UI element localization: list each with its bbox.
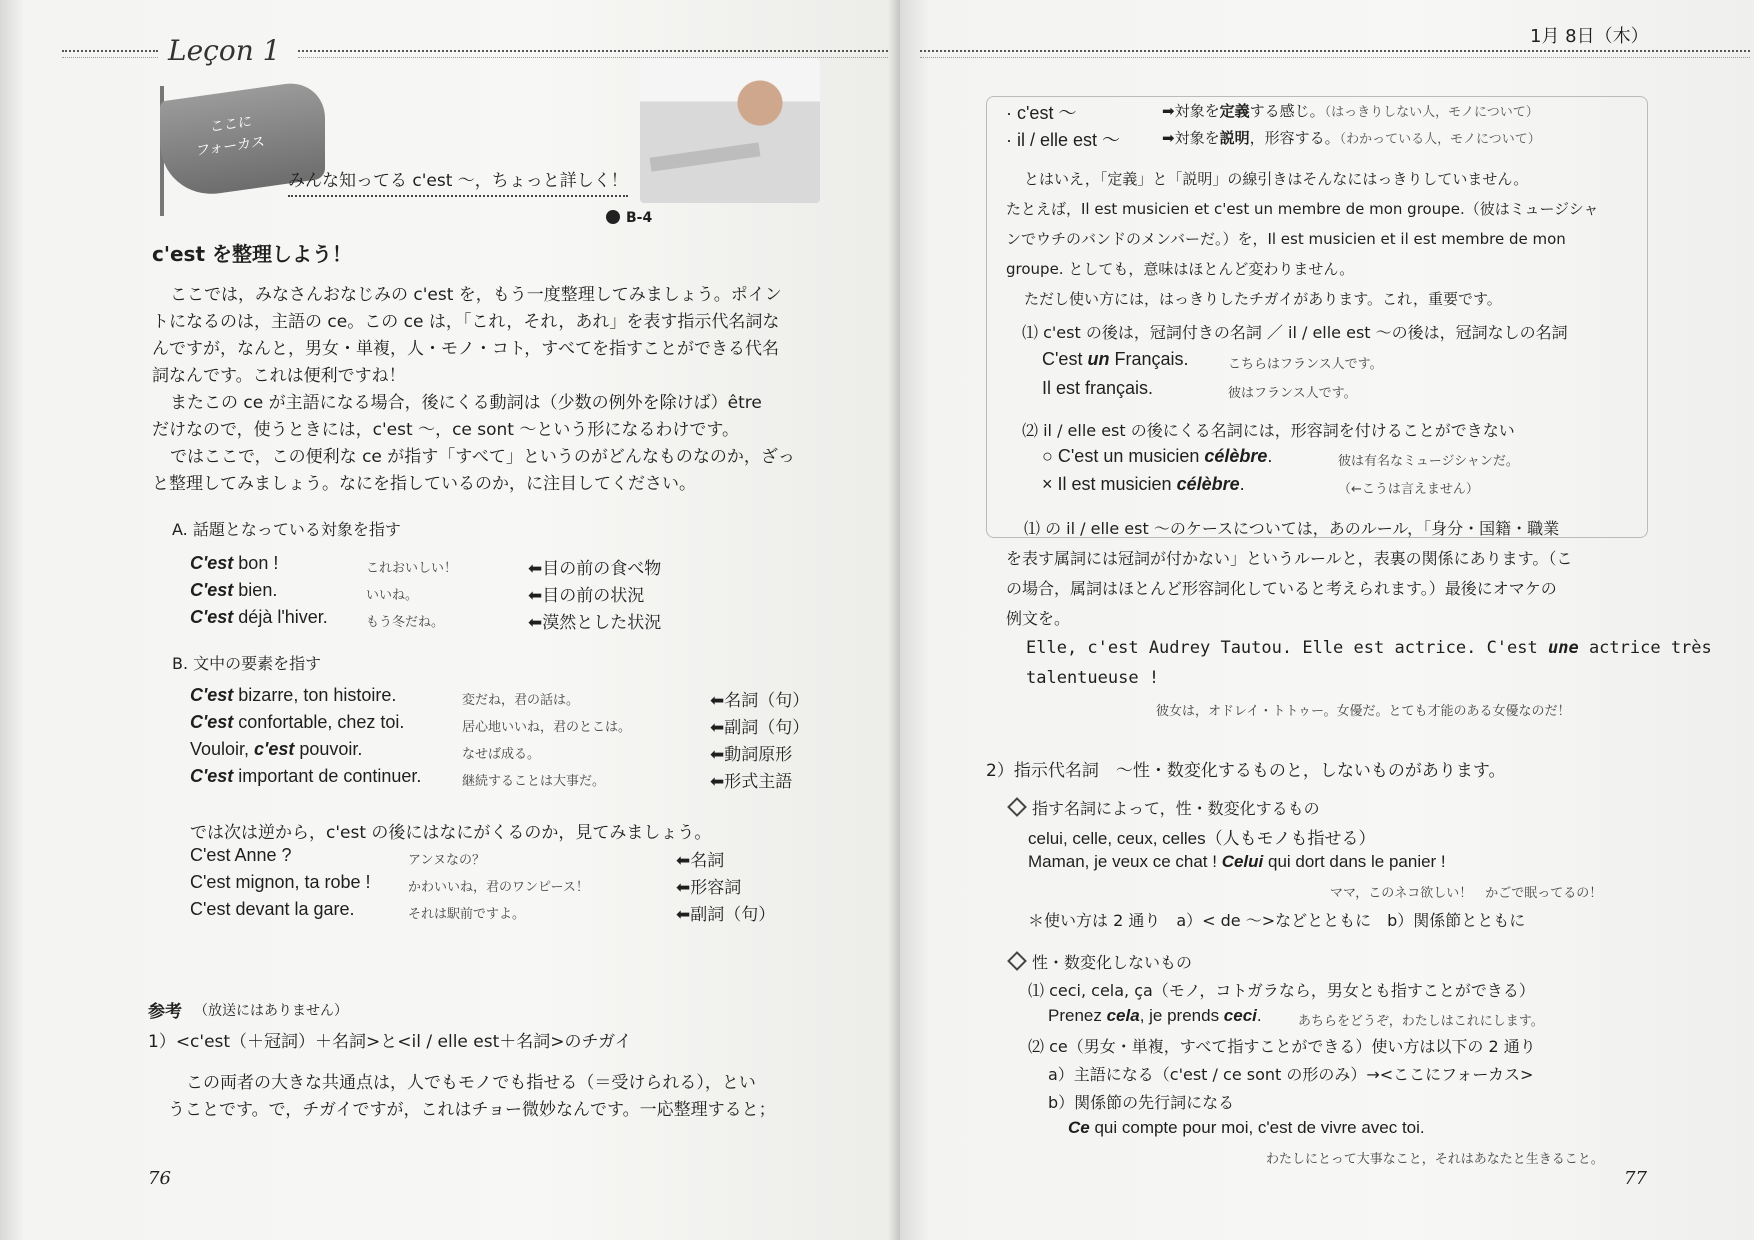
instructor-photo <box>640 58 820 203</box>
example-note: ⬅漠然とした状況 <box>528 613 662 633</box>
header-rule-left <box>62 50 158 58</box>
box-after: する感じ。 <box>1249 102 1325 120</box>
box-line: ⑴ の il / elle est 〜のケースについては，あのルール，「身分・国籍・職業 <box>1024 519 1560 538</box>
section-heading: c'est を整理しよう！ <box>152 242 352 266</box>
box-line: ただし使い方には，はっきりしたチガイがあります。これ，重要です。 <box>1024 290 1502 308</box>
fr-pre: Prenez <box>1048 1006 1107 1025</box>
var-title-text: 指す名詞によって，性・数変化するもの <box>1032 799 1320 818</box>
section-b-title: B. 文中の要素を指す <box>172 654 322 673</box>
example-note: ⬅副詞（句） <box>710 718 810 738</box>
box-note: （わかっている人，モノについて） <box>1339 132 1541 147</box>
diamond-bullet-icon <box>1007 951 1027 971</box>
bonus-jp: 彼女は，オドレイ・トトゥー。女優だ。とても才能のある女優なのだ！ <box>1156 704 1571 719</box>
reverse-fr: C'est mignon, ta robe ! <box>190 872 371 892</box>
intro-line: またこの ce が主語になる場合，後にくる動詞は（少数の例外を除けば）être <box>170 393 762 413</box>
cest-lead: C'est <box>190 580 234 600</box>
reference-title: 参考 <box>148 1002 182 1022</box>
page-number-right: 77 <box>1624 1168 1647 1189</box>
example-note: ⬅名詞（句） <box>710 691 810 711</box>
box-desc <box>1162 127 1541 148</box>
rule-1-jp: こちらはフランス人です。 <box>1228 357 1383 372</box>
cest-lead: C'est <box>190 712 234 732</box>
fr-bold: ceci <box>1223 1006 1257 1025</box>
var-title <box>1010 796 1320 819</box>
fr-post: qui dort dans le panier ! <box>1263 852 1446 871</box>
rule-2-jp: 彼は有名なミュージシャンだ。 <box>1338 454 1519 469</box>
final-jp: わたしにとって大事なこと，それはあなたと生きること。 <box>1266 1152 1604 1167</box>
fr-bold: célèbre <box>1176 474 1240 494</box>
example-rest: déjà l'hiver. <box>233 607 328 627</box>
invar-1: ⑴ ceci, cela, ça（モノ，コトガラなら，男女とも指すことができる） <box>1028 981 1535 1000</box>
box-key: 説明 <box>1219 129 1250 147</box>
fr-post: . <box>1267 446 1273 466</box>
cest-lead: c'est <box>254 739 295 759</box>
example-jp: これおいしい！ <box>366 561 458 576</box>
example-jp: 継続することは大事だ。 <box>462 774 606 789</box>
bonus-fr-bold: une <box>1547 638 1579 658</box>
example-fr <box>190 712 404 733</box>
reference-line: この両者の大きな共通点は，人でもモノでも指せる（＝受けられる），とい <box>186 1073 756 1093</box>
reverse-note: ⬅副詞（句） <box>676 905 776 925</box>
audio-track-label: B-4 <box>626 210 653 226</box>
example-rest: pouvoir. <box>294 739 363 759</box>
example-jp: もう冬だね。 <box>366 615 445 630</box>
invar-2a: a）主語になる（c'est / ce sont の形のみ）→<ここにフォーカス> <box>1048 1065 1534 1084</box>
intro-line: だけなので，使うときには，c'est 〜，ce sont 〜という形になるわけです。 <box>152 420 740 440</box>
bonus-fr-part: Elle, c'est Audrey Tautou. Elle est actrice. C'est <box>1026 638 1548 658</box>
intro-paragraph <box>152 282 812 498</box>
reverse-note: ⬅形容詞 <box>676 878 742 898</box>
box-after: ，形容する。 <box>1249 129 1340 147</box>
lesson-label: Leçon 1 <box>168 34 281 67</box>
fr-pre: Maman, je veux ce chat ! <box>1028 852 1222 871</box>
intro-line: んですが，なんと，男女・単複，人・モノ・コト，すべてを指すことができる代名 <box>152 339 779 359</box>
fr-post: . <box>1256 1006 1262 1025</box>
var-example <box>1028 852 1446 872</box>
reverse-jp: それは駅前ですよ。 <box>408 907 526 922</box>
example-jp: 居心地いいね，君のとこは。 <box>462 720 632 735</box>
section-a-title: A. 話題となっている対象を指す <box>172 520 401 539</box>
fr-bold: Ce <box>1068 1118 1090 1137</box>
flag-text-1: ここに <box>210 113 252 136</box>
example-note: ⬅動詞原形 <box>710 745 793 765</box>
box-paragraph-2 <box>1006 514 1572 634</box>
fr-bold: célèbre <box>1204 446 1268 466</box>
example-rest: confortable, chez toi. <box>233 712 405 732</box>
example-note: ⬅形式主語 <box>710 772 793 792</box>
header-rule-right <box>298 50 888 58</box>
rule-1-jp: 彼はフランス人です。 <box>1228 386 1357 401</box>
box-fr: · c'est 〜 <box>1006 103 1077 123</box>
rule-1-example <box>1042 378 1153 399</box>
box-arrow: ➡対象を <box>1162 102 1220 120</box>
example-jp: いいね。 <box>366 588 419 603</box>
invar-2b: b）関係節の先行詞になる <box>1048 1093 1235 1112</box>
fr-bold: Celui <box>1221 852 1264 871</box>
intro-line: 詞なんです。これは便利ですね！ <box>152 366 406 386</box>
example-note: ⬅目の前の状況 <box>528 586 645 606</box>
box-line: を表す属詞には冠詞が付かない」というルールと，表裏の関係にあります。（こ <box>1006 549 1573 568</box>
reference-body <box>148 1070 776 1124</box>
bonus-example <box>1026 638 1712 658</box>
invar-1-example <box>1048 1006 1262 1026</box>
flag-text-2: フォーカス <box>196 133 266 160</box>
rule-1: ⑴ c'est の後は，冠詞付きの名詞 ／ il / elle est 〜の後は，冠詞なしの名詞 <box>1022 323 1568 342</box>
rule-1-example <box>1042 349 1188 370</box>
box-line: 例文を。 <box>1006 609 1071 628</box>
box-note: （はっきりしない人，モノについて） <box>1324 105 1539 120</box>
pointing-arm <box>650 142 761 171</box>
box-line: の場合，属詞はほとんど形容詞化していると考えられます。）最後にオマケの <box>1006 579 1557 598</box>
comparison-box <box>986 96 1648 538</box>
reverse-jp: アンヌなの？ <box>408 853 485 868</box>
final-example <box>1068 1118 1425 1138</box>
example-fr <box>190 766 421 787</box>
fr-pre: C'est <box>1042 349 1088 369</box>
section-2-title: 2）指示代名詞 〜性・数変化するものと，しないものがあります。 <box>986 761 1506 781</box>
fr-pre: Il est français. <box>1042 378 1154 398</box>
var-jp: ママ，このネコ欲しい！ かごで眠ってるの！ <box>1330 886 1603 901</box>
fr-pre: ○ C'est un musicien <box>1042 446 1205 466</box>
rule-2-jp: （←こうは言えません） <box>1338 482 1479 497</box>
fr-post: qui compte pour moi, c'est de vivre avec toi. <box>1089 1118 1425 1137</box>
reference-line: うことです。で，チガイですが，これはチョー微妙なんです。一応整理すると； <box>168 1100 776 1120</box>
invar-title-text: 性・数変化しないもの <box>1032 953 1193 972</box>
page-number-left: 76 <box>148 1168 171 1189</box>
example-fr <box>190 580 277 601</box>
example-rest: bon ! <box>233 553 279 573</box>
reference-item: 1）<c'est（＋冠詞）＋名詞>と<il / elle est＋名詞>のチガイ <box>148 1032 632 1052</box>
box-line: たとえば，Il est musicien et c'est un membre de mon groupe.（彼はミュージシャ <box>1006 200 1599 218</box>
var-list: celui, celle, ceux, celles（人もモノも指せる） <box>1028 829 1376 848</box>
reverse-note: ⬅名詞 <box>676 851 725 871</box>
audio-track[interactable] <box>606 210 652 226</box>
reverse-fr: C'est devant la gare. <box>190 899 355 919</box>
example-fr <box>190 739 362 760</box>
cest-lead: C'est <box>190 685 234 705</box>
example-fr <box>190 553 278 574</box>
reverse-intro: では次は逆から，c'est の後にはなにがくるのか，見てみましょう。 <box>190 823 712 843</box>
intro-line: と整理してみましょう。なにを指しているのか，に注目してください。 <box>152 474 696 494</box>
example-jp: なせば成る。 <box>462 747 541 762</box>
fr-pre: × Il est musicien <box>1042 474 1177 494</box>
rule-2: ⑵ il / elle est の後にくる名詞には，形容詞を付けることができない <box>1022 421 1515 440</box>
rule-2-example <box>1042 446 1272 467</box>
fr-post: . <box>1239 474 1245 494</box>
example-rest: bizarre, ton histoire. <box>233 685 397 705</box>
intro-line: トになるのは，主語の ce。この ce は，「これ，それ，あれ」を表す指示代名詞な <box>152 312 780 332</box>
cest-lead: C'est <box>190 766 234 786</box>
box-line: groupe. としても，意味はほとんど変わりません。 <box>1006 260 1355 278</box>
date-label: 1月 8日（木） <box>1530 26 1649 47</box>
cd-icon <box>606 210 620 224</box>
fr-bold: cela <box>1106 1006 1140 1025</box>
box-paragraph-1 <box>1006 164 1598 314</box>
example-note: ⬅目の前の食べ物 <box>528 559 662 579</box>
intro-line: ではここで，この便利な ce が指す「すべて」というのがどんなものなのか，ざっ <box>170 447 795 467</box>
bonus-fr-part: actrice très <box>1578 638 1712 658</box>
box-line: ンでウチのバンドのメンバーだ。）を，Il est musicien et il est membre de mon <box>1006 230 1566 248</box>
box-fr: · il / elle est 〜 <box>1006 130 1121 150</box>
example-fr <box>190 607 328 628</box>
fr-post: Français. <box>1109 349 1189 369</box>
cest-lead: C'est <box>190 553 234 573</box>
rule-2-example <box>1042 474 1245 495</box>
invar-title <box>1010 950 1192 973</box>
box-key: 定義 <box>1219 102 1250 120</box>
example-fr <box>190 685 396 706</box>
fr-bold: un <box>1087 349 1110 369</box>
example-jp: 変だね，君の話は。 <box>462 693 580 708</box>
header-rule <box>920 50 1750 58</box>
reference-note: （放送にはありません） <box>194 1003 348 1019</box>
example-pre: Vouloir, <box>190 739 255 759</box>
example-rest: bien. <box>233 580 278 600</box>
reverse-fr: C'est Anne ? <box>190 845 292 865</box>
var-usage: ＊使い方は 2 通り a）< de 〜>などとともに b）関係節とともに <box>1028 911 1526 930</box>
intro-line: ここでは，みなさんおなじみの c'est を，もう一度整理してみましょう。ポイン <box>170 285 782 305</box>
bonus-example-cont: talentueuse ! <box>1026 668 1160 688</box>
cest-lead: C'est <box>190 607 234 627</box>
diamond-bullet-icon <box>1007 797 1027 817</box>
invar-2: ⑵ ce（男女・単複，すべて指すことができる）使い方は以下の 2 通り <box>1028 1037 1536 1056</box>
box-line: とはいえ，「定義」と「説明」の線引きはそんなにはっきりしていません。 <box>1024 170 1529 188</box>
box-desc <box>1162 100 1539 121</box>
invar-1-jp: あちらをどうぞ，わたしはこれにします。 <box>1298 1014 1544 1029</box>
example-rest: important de continuer. <box>233 766 422 786</box>
reverse-jp: かわいいね，君のワンピース！ <box>408 880 589 895</box>
topic-title: みんな知ってる c'est 〜，ちょっと詳しく！ <box>288 166 628 197</box>
fr-mid: , je prends <box>1139 1006 1224 1025</box>
box-arrow: ➡対象を <box>1162 129 1220 147</box>
